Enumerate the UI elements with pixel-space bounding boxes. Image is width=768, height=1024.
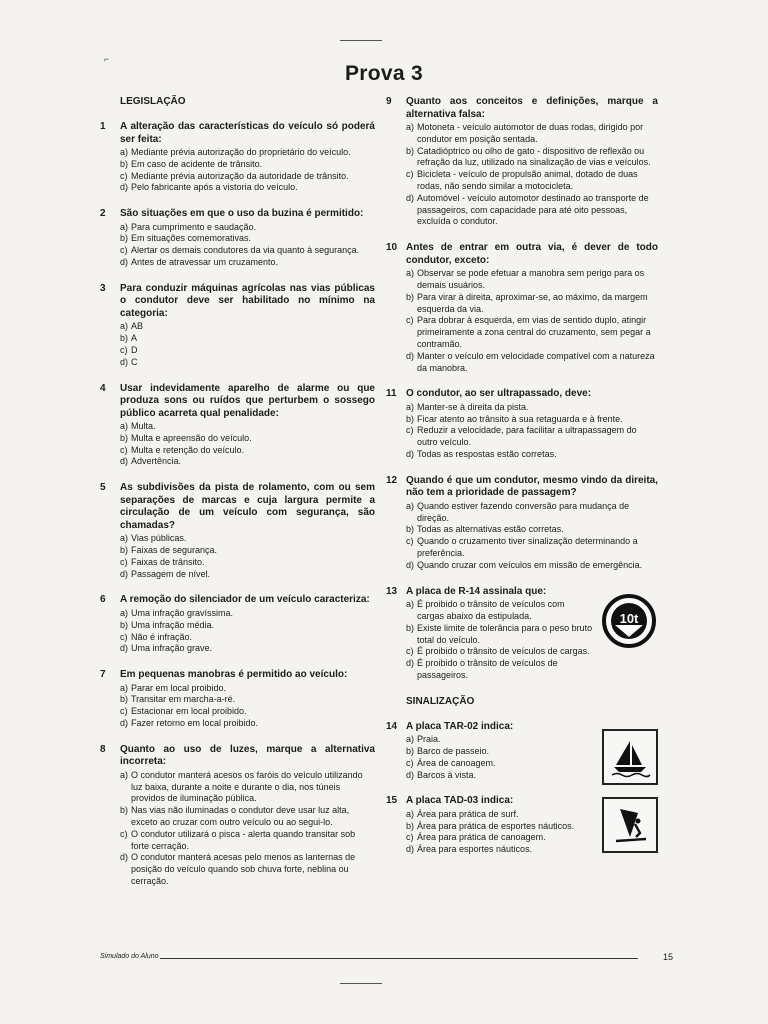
option-c[interactable] [120,706,375,718]
option-c[interactable] [406,315,658,350]
option-b[interactable] [406,414,658,426]
option-a[interactable] [120,321,375,333]
option-letter: d) [120,852,129,863]
option-text: Para cumprimento e saudação. [131,221,257,232]
option-a[interactable] [120,421,375,433]
page-number: 15 [663,952,674,962]
option-c[interactable] [120,171,375,183]
question-4 [100,383,375,469]
option-letter: c) [120,245,128,256]
option-letter: a) [406,122,415,132]
option-c[interactable] [120,829,375,853]
option-text: Área para prática de surf. [417,808,519,819]
option-a[interactable] [120,770,375,805]
option-letter: c) [406,757,414,768]
option-list [406,402,658,461]
option-letter: b) [120,694,129,705]
option-text: Em situações comemorativas. [131,233,252,244]
option-text: Alertar os demais condutores da via quanto à segurança. [131,245,360,256]
question-text: Antes de entrar em outra via, é dever de todo condutor, exceto: [406,242,658,266]
option-a[interactable] [406,501,658,525]
option-list [120,770,375,888]
question-number: 2 [100,208,106,220]
option-a[interactable] [406,122,658,146]
question-number: 6 [100,594,106,606]
sign-box [602,797,658,853]
footer-label: Simulado do Aluno [100,953,159,960]
option-letter: c) [406,315,414,326]
question-5 [100,482,375,580]
question-text: A placa TAD-03 indica: [406,795,514,807]
option-b[interactable] [406,524,658,536]
option-letter: d) [120,257,129,268]
option-text: Faixas de trânsito. [131,556,205,567]
option-b[interactable] [120,433,375,445]
option-letter: c) [120,828,128,839]
option-text: Ficar atento ao trânsito à sua retaguarda e à frente. [417,413,623,424]
option-b[interactable] [406,623,594,647]
option-c[interactable] [406,169,658,193]
question-number: 12 [386,474,398,486]
option-text: Área para esportes náuticos. [417,844,533,855]
option-list [120,533,375,580]
option-text: Passagem de nível. [131,568,211,579]
sign-tad03 [602,797,658,853]
option-letter: c) [406,646,414,657]
option-letter: b) [120,545,129,556]
option-text: Multa. [131,421,156,432]
option-c[interactable] [406,758,594,770]
option-letter: b) [406,745,415,756]
option-text: Reduzir a velocidade, para facilitar a ultrapassagem do outro veículo. [417,425,637,448]
option-letter: d) [120,718,129,729]
option-letter: b) [406,145,415,156]
page-title: Prova 3 [345,62,423,85]
option-text: Advertência. [131,456,182,467]
option-letter: b) [120,333,129,344]
option-b[interactable] [406,821,594,833]
question-number: 3 [100,282,106,294]
option-d[interactable] [120,718,375,730]
option-letter: b) [120,432,129,443]
option-list [120,321,375,368]
scan-mark-bottom [340,983,382,984]
option-letter: b) [406,413,415,424]
option-list [406,501,658,572]
option-letter: a) [406,268,415,279]
option-c[interactable] [120,632,375,644]
question-15 [386,795,658,856]
option-letter: c) [406,425,414,436]
option-d[interactable] [120,643,375,655]
question-number: 5 [100,482,106,494]
option-text: Antes de atravessar um cruzamento. [131,257,279,268]
option-text: Estacionar em local proibido. [131,706,247,717]
option-text: Bicicleta - veículo de propulsão animal, dotado de duas rodas, não sendo similar a motocicleta. [417,169,638,191]
option-letter: d) [120,182,129,193]
question-12 [386,475,658,572]
option-text: Uma infração média. [131,619,215,630]
option-c[interactable] [120,345,375,357]
option-list [406,268,658,374]
question-text: A placa de R-14 assinala que: [406,585,547,597]
option-d[interactable] [406,560,658,572]
option-a[interactable] [406,268,658,292]
option-d[interactable] [120,852,375,887]
option-text: Vias públicas. [131,533,187,544]
option-letter: a) [120,769,129,780]
option-text: Barco de passeio. [417,745,490,756]
option-text: Para virar à direita, aproximar-se, ao máximo, da margem esquerda da via. [417,291,648,314]
option-b[interactable] [406,292,658,316]
option-letter: b) [406,291,415,302]
option-text: AB [131,321,144,332]
sign-tar02 [602,729,658,785]
option-text: É proibido o trânsito de veículos de cargas. [417,646,590,657]
option-letter: b) [120,233,129,244]
question-11 [386,388,658,460]
question-text: A placa TAR-02 indica: [406,720,514,732]
option-b[interactable] [120,545,375,557]
question-number: 10 [386,242,398,254]
option-letter: a) [406,401,415,412]
option-letter: c) [120,631,128,642]
option-letter: a) [120,221,129,232]
option-b[interactable] [120,233,375,245]
option-a[interactable] [406,402,658,414]
option-list [406,809,594,856]
scan-mark-top [340,40,382,41]
option-text: Manter o veículo em velocidade compatível com a natureza da manobra. [417,350,655,373]
option-text: Área de canoagem. [417,757,496,768]
option-d[interactable] [120,257,375,269]
question-text: Em pequenas manobras é permitido ao veículo: [120,669,348,681]
option-text: É proibido o trânsito de veículos com cargas abaixo da estipulada. [417,599,565,621]
option-a[interactable] [120,222,375,234]
option-d[interactable] [406,193,658,228]
question-7 [100,669,375,730]
option-c[interactable] [120,445,375,457]
option-d[interactable] [120,357,375,369]
option-text: Mediante prévia autorização do proprietário do veículo. [131,147,351,157]
option-letter: c) [120,706,128,717]
option-text: Nas vias não iluminadas o condutor deve usar luz alta, exceto ao cruzar com outro veículo ou ao segui-lo. [131,805,350,827]
option-b[interactable] [120,620,375,632]
question-number: 13 [386,585,398,597]
option-letter: a) [120,321,129,332]
question-number: 1 [100,121,106,132]
left-column [100,96,375,902]
question-text: Quando é que um condutor, mesmo vindo da direita, não tem a prioridade de passagem? [406,474,658,499]
option-letter: d) [406,350,415,361]
question-1 [100,121,375,194]
option-letter: d) [406,559,415,570]
option-c[interactable] [406,425,658,449]
option-text: Observar se pode efetuar a manobra sem perigo para os demais usuários. [417,268,645,290]
option-d[interactable] [120,182,375,194]
option-letter: a) [406,808,415,819]
question-6 [100,594,375,655]
option-a[interactable] [406,734,594,746]
option-text: Motoneta - veículo automotor de duas rodas, dirigido por condutor em posição sentada. [417,122,644,144]
question-text: Quanto ao uso de luzes, marque a alternativa incorreta: [120,743,375,768]
option-a[interactable] [120,147,375,159]
option-letter: c) [406,832,414,843]
option-list [120,683,375,730]
option-c[interactable] [406,536,658,560]
option-text: Área para prática de canoagem. [417,832,546,843]
question-2 [100,208,375,269]
option-letter: d) [120,456,129,467]
option-d[interactable] [406,770,594,782]
footer-rule [160,958,638,959]
r14-sign-icon [602,594,656,648]
question-text: Quanto aos conceitos e definições, marque a alternativa falsa: [406,96,658,120]
option-letter: a) [406,500,415,511]
question-text: Para conduzir máquinas agrícolas nas vias públicas o condutor deve ser habilitado no mínimo na categoria: [120,282,375,319]
option-text: Todas as alternativas estão corretas. [417,524,564,535]
option-list [120,421,375,468]
option-letter: d) [406,449,415,460]
option-text: Automóvel - veículo automotor destinado ao transporte de passageiros, com capacidade para até oito pessoas, excluída o condutor. [417,192,649,227]
option-text: Barcos à vista. [417,769,477,780]
option-letter: c) [120,444,128,455]
question-number: 4 [100,382,106,394]
option-letter: d) [120,356,129,367]
option-letter: d) [120,643,129,654]
sailboat-icon [608,735,652,779]
option-text: Pelo fabricante após a vistoria do veículo. [131,182,298,193]
option-c[interactable] [406,832,594,844]
question-text: Usar indevidamente aparelho de alarme ou que produza sons ou ruídos que perturbem o sossego público acarreta qual penalidade: [120,382,375,419]
option-c[interactable] [120,245,375,257]
option-text: Multa e apreensão do veículo. [131,432,252,443]
sign-box [602,729,658,785]
question-text: As subdivisões da pista de rolamento, com ou sem separações de marcas e cuja largura permite a circulação de um veículo com segurança, são chamadas? [120,482,375,531]
option-letter: c) [120,170,128,181]
option-letter: d) [406,769,415,780]
option-text: Fazer retorno em local proibido. [131,718,259,729]
option-letter: b) [120,158,129,169]
option-text: Quando o cruzamento tiver sinalização determinando a preferência. [417,536,638,559]
option-text: Manter-se à direita da pista. [417,401,529,412]
option-letter: d) [406,844,415,855]
option-letter: d) [406,192,415,203]
option-letter: b) [406,524,415,535]
option-letter: c) [406,169,414,180]
question-3 [100,283,375,369]
question-number: 14 [386,720,398,732]
option-a[interactable] [406,809,594,821]
windsurf-icon [608,803,652,847]
option-letter: a) [120,682,129,693]
option-d[interactable] [406,844,594,856]
option-text: Transitar em marcha-a-ré. [131,694,236,705]
option-c[interactable] [120,557,375,569]
option-text: A [131,333,138,344]
section-heading-legislacao: LEGISLAÇÃO [120,96,186,107]
sign-text: 10t [619,610,639,626]
question-8 [100,744,375,888]
option-d[interactable] [406,658,594,682]
scan-corner-mark: ⌐ [104,54,110,64]
option-text: Para dobrar à esquerda, em vias de sentido duplo, atingir primeiramente a zona central do cruzamento, sem pegar a contramão. [417,315,651,349]
option-letter: c) [120,344,128,355]
option-b[interactable] [120,159,375,171]
option-letter: d) [120,568,129,579]
option-a[interactable] [120,683,375,695]
question-number: 11 [386,388,397,400]
question-number: 9 [386,96,392,107]
option-text: Existe limite de tolerância para o peso bruto total do veículo. [417,622,593,645]
option-text: Uma infração gravíssima. [131,607,234,618]
question-text: São situações em que o uso da buzina é permitido: [120,208,364,220]
option-b[interactable] [120,694,375,706]
option-text: Catadióptrico ou olho de gato - dispositivo de reflexão ou refração da luz, utilizado na sinalização de vias e veículos. [417,145,651,168]
question-text: A alteração das características do veículo só poderá ser feita: [120,121,375,145]
question-text: A remoção do silenciador de um veículo caracteriza: [120,594,370,606]
section-heading-sinalizacao: SINALIZAÇÃO [406,695,475,707]
option-letter: b) [406,820,415,831]
question-10 [386,242,658,374]
option-list [120,608,375,655]
option-text: O condutor manterá acesos os faróis do veículo utilizando luz baixa, durante a noite e durante o dia, nos túneis providos de iluminação pública. [131,769,363,804]
option-a[interactable] [120,608,375,620]
option-text: É proibido o trânsito de veículos de passageiros. [417,658,558,680]
option-d[interactable] [120,569,375,581]
option-text: Mediante prévia autorização da autoridade de trânsito. [131,170,349,181]
sign-r14 [602,594,656,653]
option-text: Uma infração grave. [131,643,213,654]
option-letter: b) [406,622,415,633]
option-letter: a) [120,421,129,432]
option-text: O condutor utilizará o pisca - alerta quando transitar sob forte cerração. [131,828,356,851]
option-text: Área para prática de esportes náuticos. [417,820,575,831]
option-d[interactable] [406,351,658,375]
question-14 [386,721,658,782]
option-b[interactable] [120,333,375,345]
option-text: Quando cruzar com veículos em missão de emergência. [417,559,643,570]
question-13 [386,586,658,682]
option-letter: c) [120,556,128,567]
option-a[interactable] [406,599,594,623]
question-number: 8 [100,743,106,755]
option-text: Parar em local proibido. [131,682,227,693]
option-text: Quando estiver fazendo conversão para mudança de direção. [417,500,630,523]
option-text: O condutor manterá acesas pelo menos as lanternas de posição do veículo quando sob chuva forte, neblina ou cerração. [131,852,356,886]
option-letter: a) [120,147,129,157]
option-letter: a) [406,734,415,745]
option-list [406,122,658,228]
option-text: D [131,344,138,355]
option-list [120,147,375,194]
option-letter: c) [406,536,414,547]
option-text: Multa e retenção do veículo. [131,444,245,455]
option-letter: d) [406,658,415,669]
right-column [386,96,658,870]
option-letter: a) [120,533,129,544]
option-text: Não é infração. [131,631,193,642]
option-letter: a) [406,599,415,610]
option-text: Em caso de acidente de trânsito. [131,158,263,169]
option-list [406,734,594,781]
option-c[interactable] [406,646,594,658]
option-a[interactable] [120,533,375,545]
option-text: C [131,356,138,367]
option-b[interactable] [406,746,594,758]
option-text: Praia. [417,734,441,745]
question-9 [386,96,658,228]
option-letter: b) [120,805,129,816]
option-text: Faixas de segurança. [131,545,218,556]
option-list [120,222,375,269]
question-number: 7 [100,669,106,681]
option-d[interactable] [120,456,375,468]
question-number: 15 [386,795,398,807]
option-b[interactable] [406,146,658,170]
option-b[interactable] [120,805,375,829]
option-d[interactable] [406,449,658,461]
option-list [406,599,594,682]
option-text: Todas as respostas estão corretas. [417,449,557,460]
question-text: O condutor, ao ser ultrapassado, deve: [406,388,592,400]
option-letter: a) [120,607,129,618]
option-letter: b) [120,619,129,630]
